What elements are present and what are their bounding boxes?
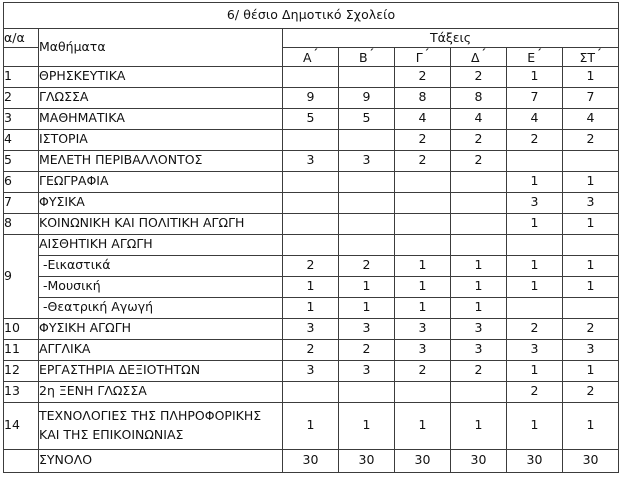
row-subject: ΦΥΣΙΚΗ ΑΓΩΓΗ [39,318,283,339]
row-value-g: 3 [395,339,451,360]
row-value-d: 2 [451,150,507,171]
row-value-d [451,213,507,234]
header-class-d-letter: Δ [470,50,480,66]
header-class-a-prime: ´ [312,47,319,60]
row-subject: 2η ΞΕΝΗ ΓΛΩΣΣΑ [39,381,283,402]
row-value-e: 2 [507,129,563,150]
table-row [4,339,619,360]
table-row-total [4,449,619,472]
table-row-sub [4,276,619,297]
row-value-d: 1 [451,255,507,276]
page-title: 6/ θέσιο Δημοτικό Σχολείο [4,3,619,29]
row-value-a [283,192,339,213]
row-value-e [507,234,563,255]
header-row-top [4,29,619,48]
row-value-a: 9 [283,87,339,108]
row-value-st: 1 [563,66,619,87]
row-value-d: 4 [451,108,507,129]
row-value-b: 2 [339,255,395,276]
row-subject: ΦΥΣΙΚΑ [39,192,283,213]
row-value-d: 3 [451,318,507,339]
row-value-e: 2 [507,318,563,339]
row-value-g: 1 [395,255,451,276]
row-value-g: 4 [395,108,451,129]
header-class-b-prime: ´ [368,47,375,60]
row-value-a: 1 [283,402,339,449]
row-subject: ΓΕΩΓΡΑΦΙΑ [39,171,283,192]
row-subject: -Εικαστικά [39,255,283,276]
row-subject: ΕΡΓΑΣΤΗΡΙΑ ΔΕΞΙΟΤΗΤΩΝ [39,360,283,381]
total-value-g: 30 [395,449,451,472]
row-value-e: 1 [507,276,563,297]
row-value-b: 1 [339,297,395,318]
table-row [4,213,619,234]
curriculum-table [3,2,619,473]
total-label: ΣΥΝΟΛΟ [39,449,283,472]
row-value-g [395,213,451,234]
row-value-a [283,213,339,234]
header-class-e-prime: ´ [536,47,542,60]
header-seq: α/α [4,29,39,48]
header-subject: Μαθήματα [39,29,283,67]
row-subject: -Θεατρική Αγωγή [39,297,283,318]
row-value-a [283,234,339,255]
row-value-b [339,129,395,150]
header-class-a-letter: Α [302,50,312,66]
header-class-e-letter: Ε [527,50,536,66]
header-class-st [563,48,619,67]
row-number: 1 [4,66,39,87]
table-row [4,108,619,129]
row-value-e [507,297,563,318]
row-subject: ΚΟΙΝΩΝΙΚΗ ΚΑΙ ΠΟΛΙΤΙΚΗ ΑΓΩΓΗ [39,213,283,234]
table-header [4,3,619,67]
row-value-g: 2 [395,150,451,171]
row-value-st: 1 [563,276,619,297]
table-row-group-head [4,234,619,255]
row-number: 2 [4,87,39,108]
row-subject-line1: ΤΕΧΝΟΛΟΓΙΕΣ ΤΗΣ ΠΛΗΡΟΦΟΡΙΚΗΣ [39,408,262,424]
row-value-d [451,234,507,255]
total-value-e: 30 [507,449,563,472]
row-subject: ΙΣΤΟΡΙΑ [39,129,283,150]
row-value-b [339,171,395,192]
row-value-b: 9 [339,87,395,108]
row-value-g: 1 [395,297,451,318]
row-value-st: 1 [563,402,619,449]
header-class-a [283,48,339,67]
row-value-e: 1 [507,66,563,87]
row-value-st: 7 [563,87,619,108]
row-number: 6 [4,171,39,192]
row-value-b [339,213,395,234]
row-value-d: 8 [451,87,507,108]
total-value-a: 30 [283,449,339,472]
table-row [4,66,619,87]
row-value-b: 1 [339,402,395,449]
row-subject: ΓΛΩΣΣΑ [39,87,283,108]
table-body [4,66,619,472]
row-value-d: 2 [451,66,507,87]
row-value-st [563,234,619,255]
row-value-g: 8 [395,87,451,108]
row-value-a: 1 [283,297,339,318]
row-value-st: 2 [563,381,619,402]
row-value-e: 2 [507,381,563,402]
row-value-st: 1 [563,171,619,192]
row-value-b: 3 [339,150,395,171]
header-class-g-letter: Γ [415,50,423,66]
row-subject: ΑΙΣΘΗΤΙΚΗ ΑΓΩΓΗ [39,234,283,255]
row-value-st: 1 [563,360,619,381]
header-class-g-prime: ´ [423,47,430,60]
row-value-e: 7 [507,87,563,108]
row-value-g: 1 [395,402,451,449]
row-value-a [283,129,339,150]
row-value-e: 3 [507,339,563,360]
header-seq-filler [4,48,39,67]
row-value-st: 3 [563,192,619,213]
table-row [4,360,619,381]
row-value-st [563,297,619,318]
row-value-d [451,171,507,192]
row-value-b: 3 [339,360,395,381]
row-subject: -Μουσική [39,276,283,297]
row-value-e [507,150,563,171]
row-value-g: 3 [395,318,451,339]
table-row [4,87,619,108]
header-classes-group: Τάξεις [283,29,619,48]
row-value-e: 4 [507,108,563,129]
row-value-d [451,192,507,213]
row-value-d: 1 [451,402,507,449]
row-value-a: 3 [283,360,339,381]
table-row-sub [4,297,619,318]
row-value-g: 2 [395,129,451,150]
total-value-d: 30 [451,449,507,472]
row-value-b: 2 [339,339,395,360]
table-row [4,402,619,449]
title-row [4,3,619,29]
row-value-b [339,381,395,402]
row-value-g [395,192,451,213]
header-class-st-letter: ΣΤ [579,50,596,66]
row-subject: ΜΑΘΗΜΑΤΙΚΑ [39,108,283,129]
header-class-d [451,48,507,67]
row-value-b: 1 [339,276,395,297]
row-number: 4 [4,129,39,150]
header-class-e [507,48,563,67]
row-value-e: 1 [507,255,563,276]
row-value-a [283,381,339,402]
row-number: 14 [4,402,39,449]
row-value-a: 3 [283,318,339,339]
row-value-st: 2 [563,318,619,339]
row-value-e: 1 [507,171,563,192]
row-value-b: 3 [339,318,395,339]
row-value-b [339,192,395,213]
row-number: 13 [4,381,39,402]
row-value-st: 1 [563,255,619,276]
row-value-g: 2 [395,360,451,381]
row-value-a: 5 [283,108,339,129]
row-subject-line2: ΚΑΙ ΤΗΣ ΕΠΙΚΟΙΝΩΝΙΑΣ [39,426,184,442]
header-class-d-prime: ´ [480,47,487,60]
row-number: 3 [4,108,39,129]
row-number: 7 [4,192,39,213]
table-row-sub [4,255,619,276]
table-row [4,381,619,402]
row-subject [39,402,283,449]
row-value-e: 1 [507,360,563,381]
row-value-st: 4 [563,108,619,129]
row-value-d: 2 [451,129,507,150]
total-value-b: 30 [339,449,395,472]
row-value-e: 1 [507,213,563,234]
table-row [4,318,619,339]
row-value-d: 2 [451,360,507,381]
row-subject: ΜΕΛΕΤΗ ΠΕΡΙΒΑΛΛΟΝΤΟΣ [39,150,283,171]
header-class-st-prime: ´ [596,47,602,60]
row-value-st: 1 [563,213,619,234]
row-number: 12 [4,360,39,381]
row-value-b: 5 [339,108,395,129]
row-value-d [451,381,507,402]
row-value-g [395,381,451,402]
row-value-g [395,234,451,255]
row-value-a: 1 [283,276,339,297]
row-value-st [563,150,619,171]
header-class-b-letter: Β [358,50,368,66]
row-number: 8 [4,213,39,234]
row-value-d: 1 [451,297,507,318]
row-value-a [283,66,339,87]
row-value-g: 1 [395,276,451,297]
header-class-b [339,48,395,67]
table-row [4,171,619,192]
row-value-a: 2 [283,255,339,276]
row-subject: ΑΓΓΛΙΚΑ [39,339,283,360]
total-value-st: 30 [563,449,619,472]
row-value-st: 2 [563,129,619,150]
table-row [4,129,619,150]
header-class-g [395,48,451,67]
total-number [4,449,39,472]
row-value-st: 3 [563,339,619,360]
row-number: 9 [4,234,39,318]
row-subject: ΘΡΗΣΚΕΥΤΙΚΑ [39,66,283,87]
row-value-d: 3 [451,339,507,360]
row-value-g: 2 [395,66,451,87]
row-value-a: 2 [283,339,339,360]
row-number: 5 [4,150,39,171]
table-row [4,192,619,213]
row-value-a: 3 [283,150,339,171]
row-value-e: 1 [507,402,563,449]
row-value-g [395,171,451,192]
row-value-b [339,234,395,255]
row-value-b [339,66,395,87]
row-value-a [283,171,339,192]
row-number: 11 [4,339,39,360]
row-value-e: 3 [507,192,563,213]
table-row [4,150,619,171]
row-number: 10 [4,318,39,339]
row-value-d: 1 [451,276,507,297]
